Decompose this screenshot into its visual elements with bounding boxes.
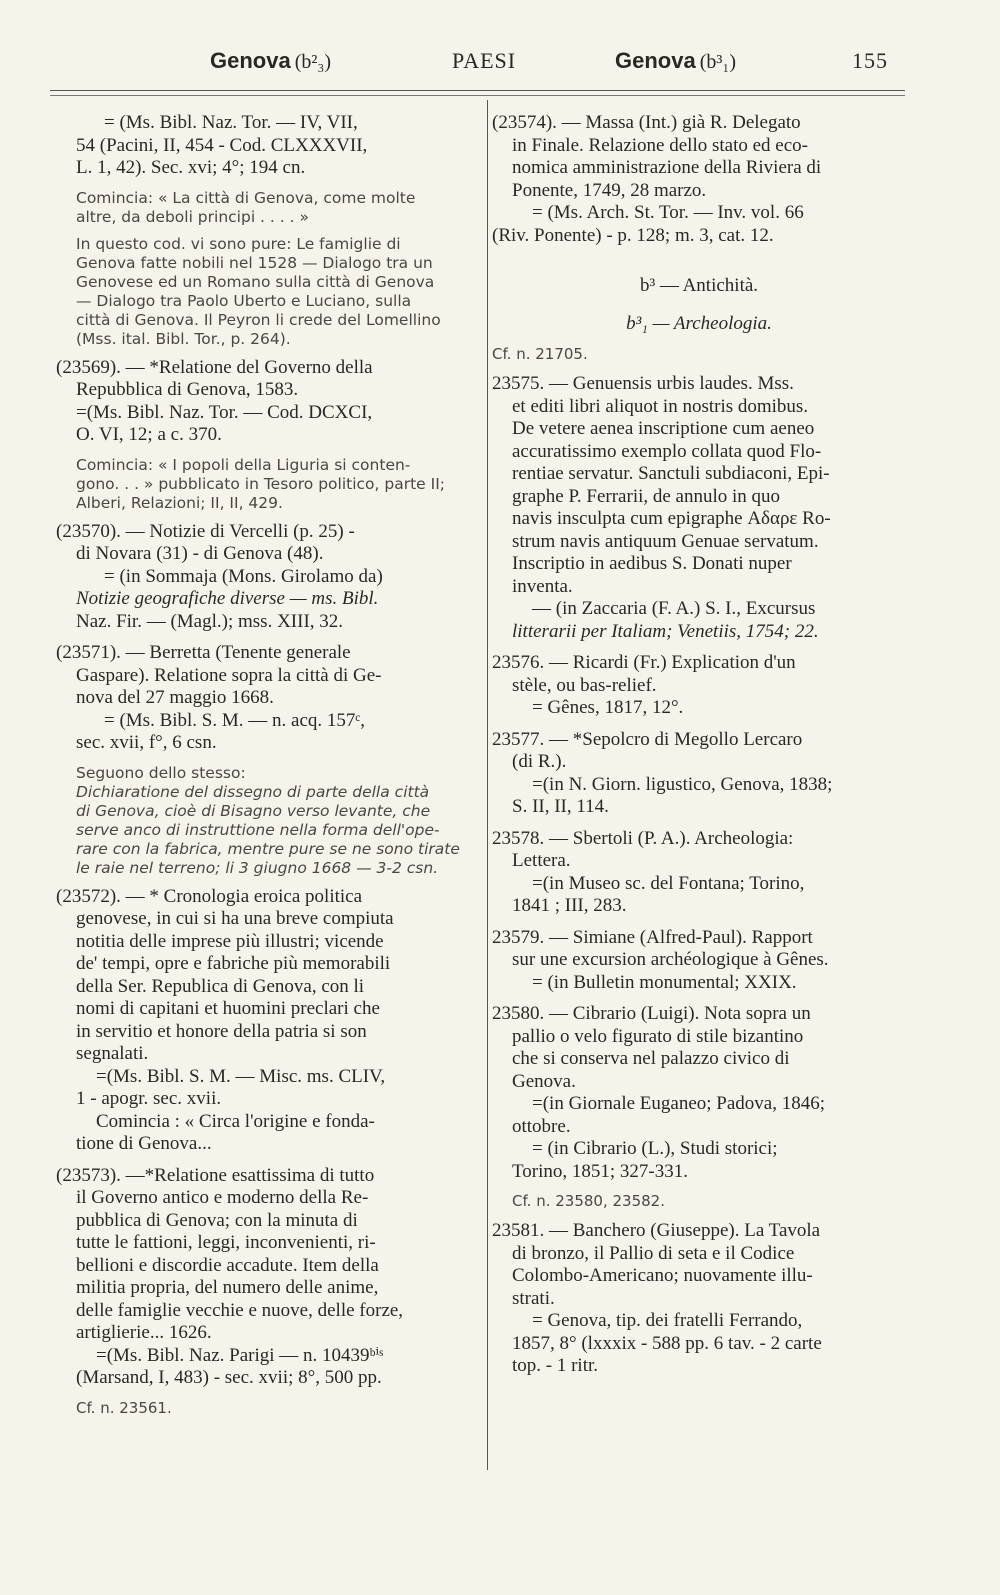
text-line: (Mss. ital. Bibl. Tor., p. 264). [76, 329, 291, 348]
text-line: pallio o velo figurato di stile bizantino [512, 1025, 804, 1047]
entry-heading: 23580. — Cibrario (Luigi). Nota sopra un [492, 1003, 811, 1024]
text-line: pubblica di Genova; con la minuta di [76, 1209, 358, 1231]
entry-heading: 23579. — Simiane (Alfred-Paul). Rapport [492, 926, 813, 948]
text-line: Colombo-Americano; nuovamente illu- [512, 1265, 813, 1286]
text-line: strati. [512, 1287, 555, 1309]
text-line: O. VI, 12; a c. 370. [76, 424, 222, 445]
text-line: Comincia: « I popoli della Liguria si conten- [76, 455, 411, 474]
text-line: altre, da deboli principi . . . . » [76, 207, 309, 226]
note-comincia-2 [76, 456, 472, 513]
text-line: Dichiaratione del dissegno di parte della città [76, 782, 430, 801]
text-line: genovese, in cui si ha una breve compiuta [76, 908, 394, 929]
text-line: In questo cod. vi sono pure: Le famiglie di [76, 234, 401, 253]
entry-heading: (23569). — *Relatione del Governo della [56, 356, 373, 378]
note-seguono [76, 764, 472, 878]
text-line: — (in Zaccaria (F. A.) S. I., Excursus [532, 598, 816, 619]
text-line: rare con la fabrica, mentre pure se ne sono tirate [76, 839, 460, 858]
cross-reference: Cf. n. 23561. [76, 1398, 172, 1417]
text-line: bellioni e discordie accadute. Item della [76, 1254, 379, 1276]
text-line: = Gênes, 1817, 12°. [532, 697, 684, 718]
text-line: stèle, ou bas-relief. [512, 674, 657, 696]
text-line: de' tempi, opre e fabriche più memorabili [76, 953, 391, 974]
column-divider [487, 100, 488, 1470]
entry-heading: (23571). — Berretta (Tenente generale [56, 642, 351, 663]
header-right-title: Genova [615, 48, 696, 73]
text-line: Genovese ed un Romano sulla città di Genova [76, 272, 435, 291]
right-column [492, 112, 906, 1387]
text-line: tutte le fattioni, leggi, inconvenienti, ri- [76, 1232, 376, 1253]
text-line: di bronzo, il Pallio di seta e il Codice [512, 1242, 795, 1264]
text-line: sur une excursion archéologique à Gênes. [512, 949, 829, 970]
text-line: Lettera. [512, 850, 571, 871]
entry-23581 [492, 1220, 906, 1378]
text-line: il Governo antico e moderno della Re- [76, 1187, 369, 1208]
entry-23578 [492, 828, 906, 918]
text-line: — Dialogo tra Paolo Uberto e Luciano, sulla [76, 291, 412, 310]
entry-heading: 23577. — *Sepolcro di Megollo Lercaro [492, 728, 803, 750]
text-line: di Novara (31) - di Genova (48). [76, 543, 324, 564]
text-line: Gaspare). Relatione sopra la città di Ge- [76, 664, 382, 686]
text-line: di Genova, cioè di Bisagno verso levante, che [76, 801, 431, 820]
text-line: Comincia : « Circa l'origine e fonda- [96, 1110, 375, 1132]
entry-23575 [492, 373, 906, 643]
cross-reference: Cf. n. 21705. [492, 345, 588, 363]
text-line: =(in N. Giorn. ligustico, Genova, 1838; [532, 773, 833, 795]
text-line: Naz. Fir. — (Magl.); mss. XIII, 32. [76, 610, 344, 632]
entry-heading: (23573). —*Relatione esattissima di tutto [56, 1164, 375, 1186]
text-line: et editi libri aliquot in nostris domibus. [512, 395, 809, 417]
text-line: Seguono dello stesso: [76, 763, 246, 782]
text-line: Genova fatte nobili nel 1528 — Dialogo tra un [76, 253, 433, 272]
text-line: tione di Genova... [76, 1133, 212, 1154]
text-line: inventa. [512, 575, 573, 597]
entry-23579 [492, 927, 906, 995]
entry-23569 [56, 356, 472, 447]
text-line: (di R.). [512, 751, 567, 772]
section-heading-archeologia: b³₁ — Archeologia. [626, 313, 772, 334]
text-line: ottobre. [512, 1115, 571, 1137]
entry-23580 [492, 1003, 906, 1183]
text-line: S. II, II, 114. [512, 796, 609, 817]
text-line: = (in Sommaja (Mons. Girolamo da) [104, 565, 383, 587]
entry-23570 [56, 520, 472, 634]
text-line: = (in Bulletin monumental; XXIX. [532, 971, 797, 993]
header-rule [50, 90, 905, 91]
page-number: 155 [852, 48, 888, 73]
entry-heading: 23576. — Ricardi (Fr.) Explication d'un [492, 652, 796, 673]
text-line: rentiae servatur. Sanctuli subdiaconi, Epi- [512, 463, 830, 484]
note-contents [76, 235, 472, 349]
text-line: militia propria, del numero delle anime, [76, 1277, 379, 1298]
text-line: top. - 1 ritr. [512, 1355, 599, 1376]
text-line: 54 (Pacini, II, 454 - Cod. CLXXXVII, [76, 134, 368, 156]
text-line: Ponente, 1749, 28 marzo. [512, 179, 707, 201]
entry-23574 [492, 112, 906, 247]
header-left-title: Genova [210, 48, 291, 73]
header-right [615, 48, 736, 74]
text-line: nova del 27 maggio 1668. [76, 687, 274, 708]
text-line: in Finale. Relazione dello stato ed eco- [512, 134, 808, 156]
header-left-code: (b²₃) [294, 51, 331, 73]
text-line: = (Ms. Bibl. Naz. Tor. — IV, VII, [104, 112, 358, 133]
text-line: =(Ms. Bibl. S. M. — Misc. ms. CLIV, [96, 1065, 386, 1087]
text-line: serve anco di instruttione nella forma dell'ope- [76, 820, 440, 839]
text-line: Comincia: « La città di Genova, come molte [76, 188, 416, 207]
text-line: L. 1, 42). Sec. xvi; 4°; 194 cn. [76, 157, 306, 178]
text-line: 1841 ; III, 283. [512, 895, 627, 916]
text-line: Alberi, Relazioni; II, II, 429. [76, 493, 283, 512]
header-rule-2 [50, 95, 905, 96]
entry-heading: (23574). — Massa (Int.) già R. Delegato [492, 112, 801, 133]
text-line: segnalati. [76, 1043, 149, 1064]
text-line: artiglierie... 1626. [76, 1322, 212, 1343]
text-line: (Riv. Ponente) - p. 128; m. 3, cat. 12. [492, 224, 774, 246]
running-header [0, 48, 1000, 88]
text-line: Notizie geografiche diverse — ms. Bibl. [76, 588, 379, 609]
entry-23571 [56, 642, 472, 755]
text-line: Genova. [512, 1070, 576, 1092]
text-line: Torino, 1851; 327-331. [512, 1160, 688, 1182]
text-line: = (Ms. Arch. St. Tor. — Inv. vol. 66 [532, 202, 804, 223]
text-line: che si conserva nel palazzo civico di [512, 1048, 790, 1069]
entry-23573 [56, 1164, 472, 1390]
header-center: PAESI [452, 48, 517, 73]
text-line: =(Ms. Bibl. Naz. Tor. — Cod. DCXCI, [76, 401, 373, 423]
text-line: della Ser. Republica di Genova, con li [76, 975, 365, 997]
entry-heading: (23572). — * Cronologia eroica politica [56, 885, 363, 907]
text-line: =(Ms. Bibl. Naz. Parigi — n. 10439ᵇⁱˢ [96, 1344, 384, 1366]
text-line: in servitio et honore della patria si son [76, 1020, 367, 1042]
note-comincia [76, 189, 472, 227]
text-line: = (Ms. Bibl. S. M. — n. acq. 157ᶜ, [104, 709, 365, 731]
section-heading-antichita: b³ — Antichità. [639, 275, 759, 296]
text-line: navis insculpta cum epigraphe Αδαρε Ro- [512, 508, 831, 529]
entry-heading: 23581. — Banchero (Giuseppe). La Tavola [492, 1220, 821, 1241]
text-line: 1857, 8° (lxxxix - 588 pp. 6 tav. - 2 carte [512, 1332, 822, 1354]
entry-23577 [492, 729, 906, 819]
text-line: le raie nel terreno; li 3 giugno 1668 — 3-2 csn. [76, 858, 439, 877]
header-left [210, 48, 331, 74]
text-line: 1 - apogr. sec. xvii. [76, 1088, 222, 1109]
header-right-code: (b³₁) [699, 51, 736, 73]
text-line: De vetere aenea inscriptione cum aeneo [512, 418, 815, 439]
entry-23572 [56, 885, 472, 1156]
left-column [56, 112, 472, 1427]
text-line: nomi di capitani et huomini preclari che [76, 998, 380, 1019]
text-line: (Marsand, I, 483) - sec. xvii; 8°, 500 pp. [76, 1367, 382, 1388]
text-line: = (in Cibrario (L.), Studi storici; [532, 1138, 778, 1159]
text-line: accuratissimo exemplo collata quod Flo- [512, 440, 822, 462]
text-line: sec. xvii, f°, 6 csn. [76, 732, 217, 753]
cross-reference: Cf. n. 23580, 23582. [512, 1192, 665, 1210]
entry-23568-cont [76, 112, 472, 180]
text-line: = Genova, tip. dei fratelli Ferrando, [532, 1310, 803, 1331]
text-line: Inscriptio in aedibus S. Donati nuper [512, 553, 792, 574]
entry-heading: 23575. — Genuensis urbis laudes. Mss. [492, 373, 794, 394]
text-line: gono. . . » pubblicato in Tesoro politico, parte II; [76, 474, 446, 493]
text-line: delle famiglie vecchie e nuove, delle forze, [76, 1299, 404, 1321]
entry-heading: 23578. — Sbertoli (P. A.). Archeologia: [492, 827, 794, 849]
text-line: strum navis antiquum Genuae servatum. [512, 530, 819, 552]
text-line: città di Genova. Il Peyron li crede del Lomellino [76, 310, 441, 329]
text-line: nomica amministrazione della Riviera di [512, 157, 822, 178]
text-line: =(in Museo sc. del Fontana; Torino, [532, 872, 805, 894]
text-line: notitia delle imprese più illustri; vicende [76, 930, 384, 952]
text-line: litterarii per Italiam; Venetiis, 1754; 22. [512, 620, 819, 642]
text-line: graphe P. Ferrarii, de annulo in quo [512, 485, 781, 507]
text-line: Repubblica di Genova, 1583. [76, 379, 299, 400]
entry-23576 [492, 652, 906, 720]
entry-heading: (23570). — Notizie di Vercelli (p. 25) - [56, 520, 355, 542]
text-line: =(in Giornale Euganeo; Padova, 1846; [532, 1093, 826, 1114]
